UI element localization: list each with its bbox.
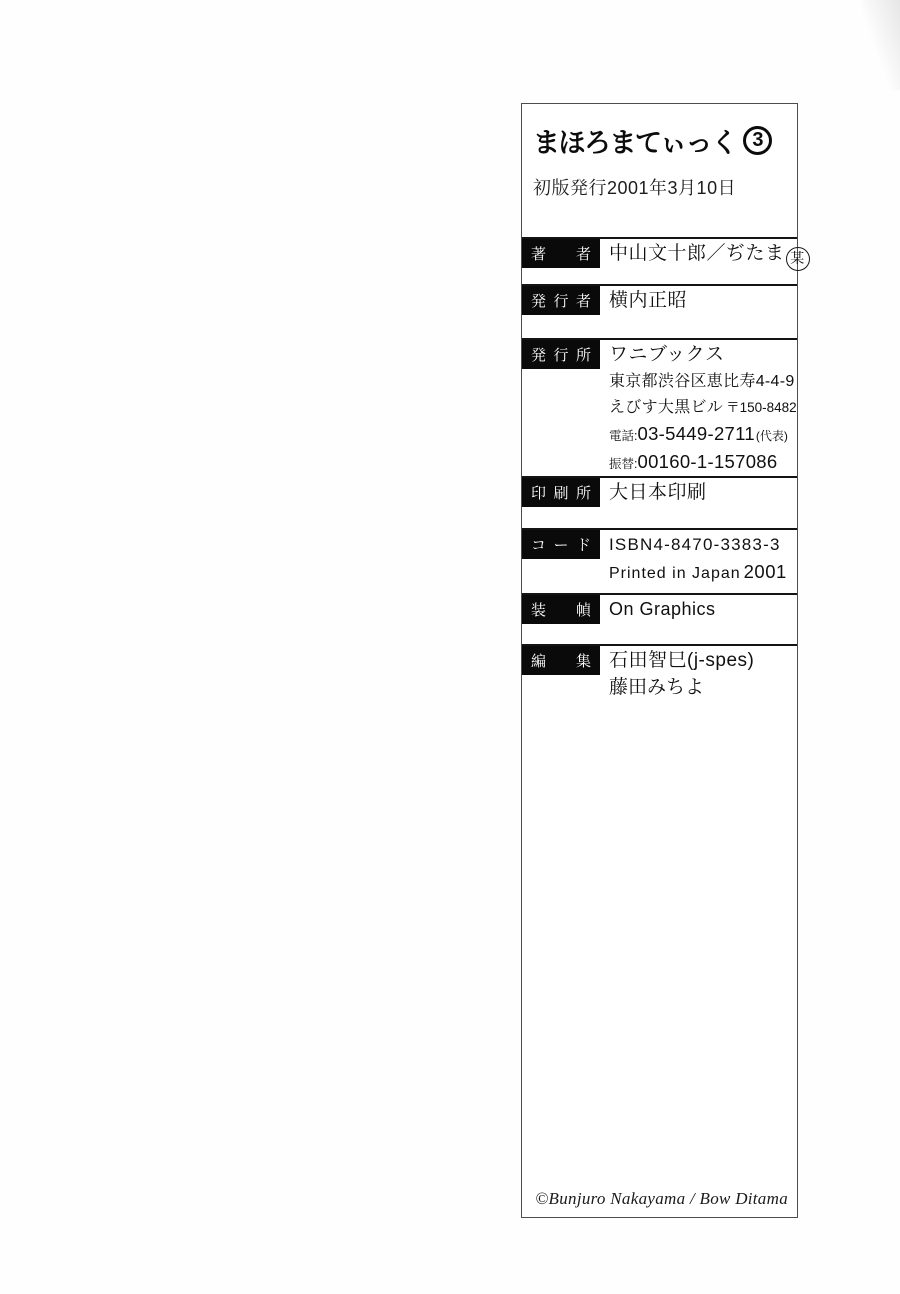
design-label-box [522,595,600,624]
printer-content [600,478,707,507]
publisher-person-label: 発 行 者 [531,293,591,310]
code-label-box [522,530,600,559]
printed-in-line [609,559,787,587]
title-section [522,104,797,237]
publisher-postal-code: 〒150-8482 [726,400,797,415]
author-label: 著 者 [531,246,591,263]
editing-label: 編 集 [531,653,591,670]
scan-shading-artifact [860,0,900,90]
blank-space [522,700,797,1189]
publisher-phone-line [609,421,797,449]
publisher-person-content [600,286,687,315]
author-content [600,239,810,271]
publisher-person-value: 横内正昭 [609,290,688,311]
publisher-building: えびす大黒ビル [609,399,724,416]
publisher-label-box [522,340,600,369]
printed-in-text: Printed in Japan [609,565,741,582]
author-label-box [522,239,600,268]
section-editing [522,644,797,700]
publisher-address-line1: 東京都渋谷区恵比寿4-4-9 [609,373,795,390]
printer-label-box [522,478,600,507]
volume-number-circle-icon: 3 [743,126,772,155]
editor-name-1: 石田智巳(j-spes) [609,650,755,671]
book-title: まほろまてぃっく [533,128,737,158]
section-code [522,528,797,593]
design-value: On Graphics [609,599,716,619]
code-content [600,530,787,587]
publisher-address-line2 [609,395,797,421]
phone-number: 03-5449-2711 [637,423,755,444]
design-content [600,595,716,624]
section-author [522,237,805,284]
transfer-label: 振替: [609,457,638,471]
editor-name-2: 藤田みちよ [609,677,705,698]
publisher-transfer-line [609,449,797,477]
author-names: 中山文十郎／ぢたま [609,243,785,264]
printed-year: 2001 [743,561,787,582]
title-row [533,121,787,160]
editing-label-box [522,646,600,675]
editing-content [600,646,754,701]
publisher-content [600,340,797,477]
author-value [609,239,810,271]
phone-label: 電話: [609,429,638,443]
section-publisher [522,338,797,476]
first-print-date: 初版発行2001年3月10日 [533,178,737,198]
publisher-person-label-box [522,286,600,315]
phone-note: (代表) [755,429,788,443]
section-publisher-person [522,284,797,338]
design-label: 装 幀 [531,602,591,619]
copyright-notice: ©Bunjuro Nakayama / Bow Ditama [535,1189,788,1208]
section-printer [522,476,797,528]
transfer-number: 00160-1-157086 [637,451,778,472]
publisher-label: 発 行 所 [531,347,591,364]
isbn-value: ISBN4-8470-3383-3 [609,535,781,554]
publisher-name: ワニブックス [609,344,725,365]
printer-label: 印 刷 所 [531,485,591,502]
sealed-char-circle-icon: 某 [786,247,810,271]
colophon-box [521,103,805,1218]
code-label: コ ー ド [531,537,591,554]
printer-value: 大日本印刷 [609,482,707,503]
section-design [522,593,797,644]
